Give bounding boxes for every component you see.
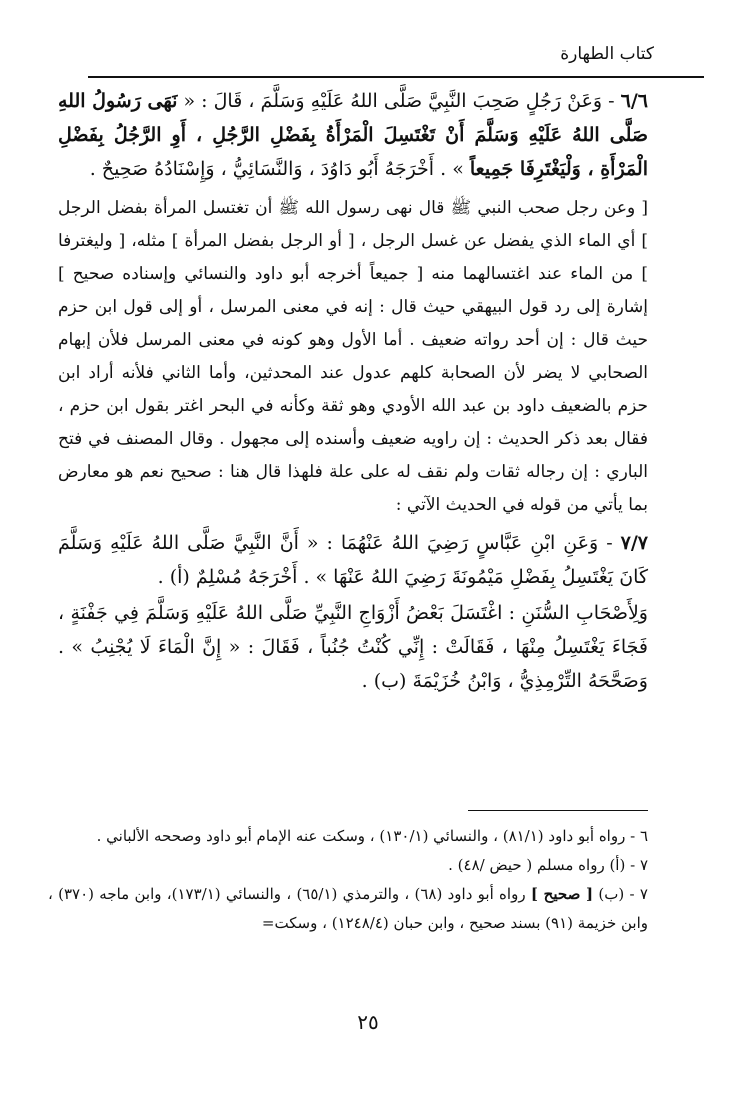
header-rule xyxy=(88,76,704,78)
hadith-6-takhrij: » . أَخْرَجَهُ أَبُو دَاوُدَ ، وَالنَّسَائِيُّ ، وَإِسْنَادُهُ صَحِيحٌ . xyxy=(89,158,470,180)
hadith-6-intro: - وَعَنْ رَجُلٍ صَحِبَ النَّبِيَّ صَلَّى اللهُ عَلَيْهِ وَسَلَّمَ ، قَالَ : « xyxy=(177,90,615,112)
hadith-7-sunan-narration: وَلِأَصْحَابِ السُّنَنِ : اغْتَسَلَ بَعْضُ أَزْوَاجِ النَّبِيِّ صَلَّى اللهُ عَلَيْهِ وَسَلَّمَ فِي جَفْنَةٍ ، فَجَاءَ يَغْتَسِلُ مِنْهَا ، فَقَالَتْ : إِنِّي كُنْتُ جُنُباً ، فَقَالَ : « إِنَّ الْمَاءَ لَا يُجْنِبُ » . وَصَحَّحَهُ التِّرْمِذِيُّ ، وَابْنُ خُزَيْمَةَ (ب) . xyxy=(58,602,648,692)
hadith-6-matn: نَهَى رَسُولُ اللهِ صَلَّى اللهُ عَلَيْهِ وَسَلَّمَ أَنْ تَغْتَسِلَ الْمَرْأَةُ بِفَضْلِ الرَّجُلِ ، أَوِ الرَّجُلُ بِفَضْلِ الْمَرْأَةِ ، وَلْيَغْتَرِفَا جَمِيعاً xyxy=(58,90,648,180)
footnote-7b-text: رواه أبو داود (٦٨) ، والترمذي (٦٥/١) ، والنسائي (١٧٣/١)، وابن ماجه (٣٧٠) ، وابن خزيمة (٩١) بسند صحيح ، وابن حبان (١٢٤٨/٤) ، وسكت= xyxy=(48,885,648,932)
footnote-6: ٦ - رواه أبو داود (٨١/١) ، والنسائي (١٣٠/١) ، وسكت عنه الإمام أبو داود وصححه الألباني . xyxy=(96,827,648,845)
page-number: ٢٥ xyxy=(357,1010,379,1034)
main-text xyxy=(58,84,648,698)
footnote-7b-prefix: ٧ - (ب) xyxy=(593,885,648,903)
footnote-7b-grade: [ صحيح ] xyxy=(530,885,594,903)
hadith-7 xyxy=(58,526,648,594)
footnote-7b xyxy=(48,880,648,938)
footnote-rule xyxy=(468,810,648,811)
hadith-6 xyxy=(58,84,648,186)
footnote-7a: ٧ - (أ) رواه مسلم ( حيض /٤٨) . xyxy=(448,856,648,874)
running-head: كتاب الطهارة xyxy=(560,44,654,64)
hadith-6-number: ٦/٦ xyxy=(620,90,648,112)
footnotes xyxy=(48,822,648,938)
commentary-paragraph: [ وعن رجل صحب النبي ﷺ قال نهى رسول الله ﷺ أن تغتسل المرأة بفضل الرجل ] أي الماء الذي يفضل عن غسل الرجل ، [ أو الرجل بفضل المرأة ] مثله، [ وليغترفا ] من الماء عند اغتسالهما منه [ جميعاً أخرجه أبو داود والنسائي وإسناده صحيح ] إشارة إلى رد قول البيهقي حيث قال : إنه في معنى المرسل ، أو إلى قول ابن حزم حيث قال : إن أحد رواته ضعيف . أما الأول وهو كونه في معنى المرسل فلأن إبهام الصحابي لا يضر لأن الصحابة كلهم عدول عند المحدثين، وأما الثاني فلأنه أراد ابن حزم بالضعيف داود بن عبد الله الأودي وهو ثقة وكأنه في البحر اغتر بقول ابن حزم ، فقال بعد ذكر الحديث : إن راويه ضعيف وأسنده إلى مجهول . وقال المصنف في فتح الباري : إن رجاله ثقات ولم نقف له على علة فلهذا قال هنا : صحيح نعم هو معارض بما يأتي من قوله في الحديث الآتي : xyxy=(58,198,648,515)
hadith-7-text: - وَعَنِ ابْنِ عَبَّاسٍ رَضِيَ اللهُ عَنْهُمَا : « أَنَّ النَّبِيَّ صَلَّى اللهُ عَلَيْهِ وَسَلَّمَ كَانَ يَغْتَسِلُ بِفَضْلِ مَيْمُونَةَ رَضِيَ اللهُ عَنْهَا » . أَخْرَجَهُ مُسْلِمٌ (أ) . xyxy=(58,532,648,588)
hadith-7-number: ٧/٧ xyxy=(620,532,648,554)
